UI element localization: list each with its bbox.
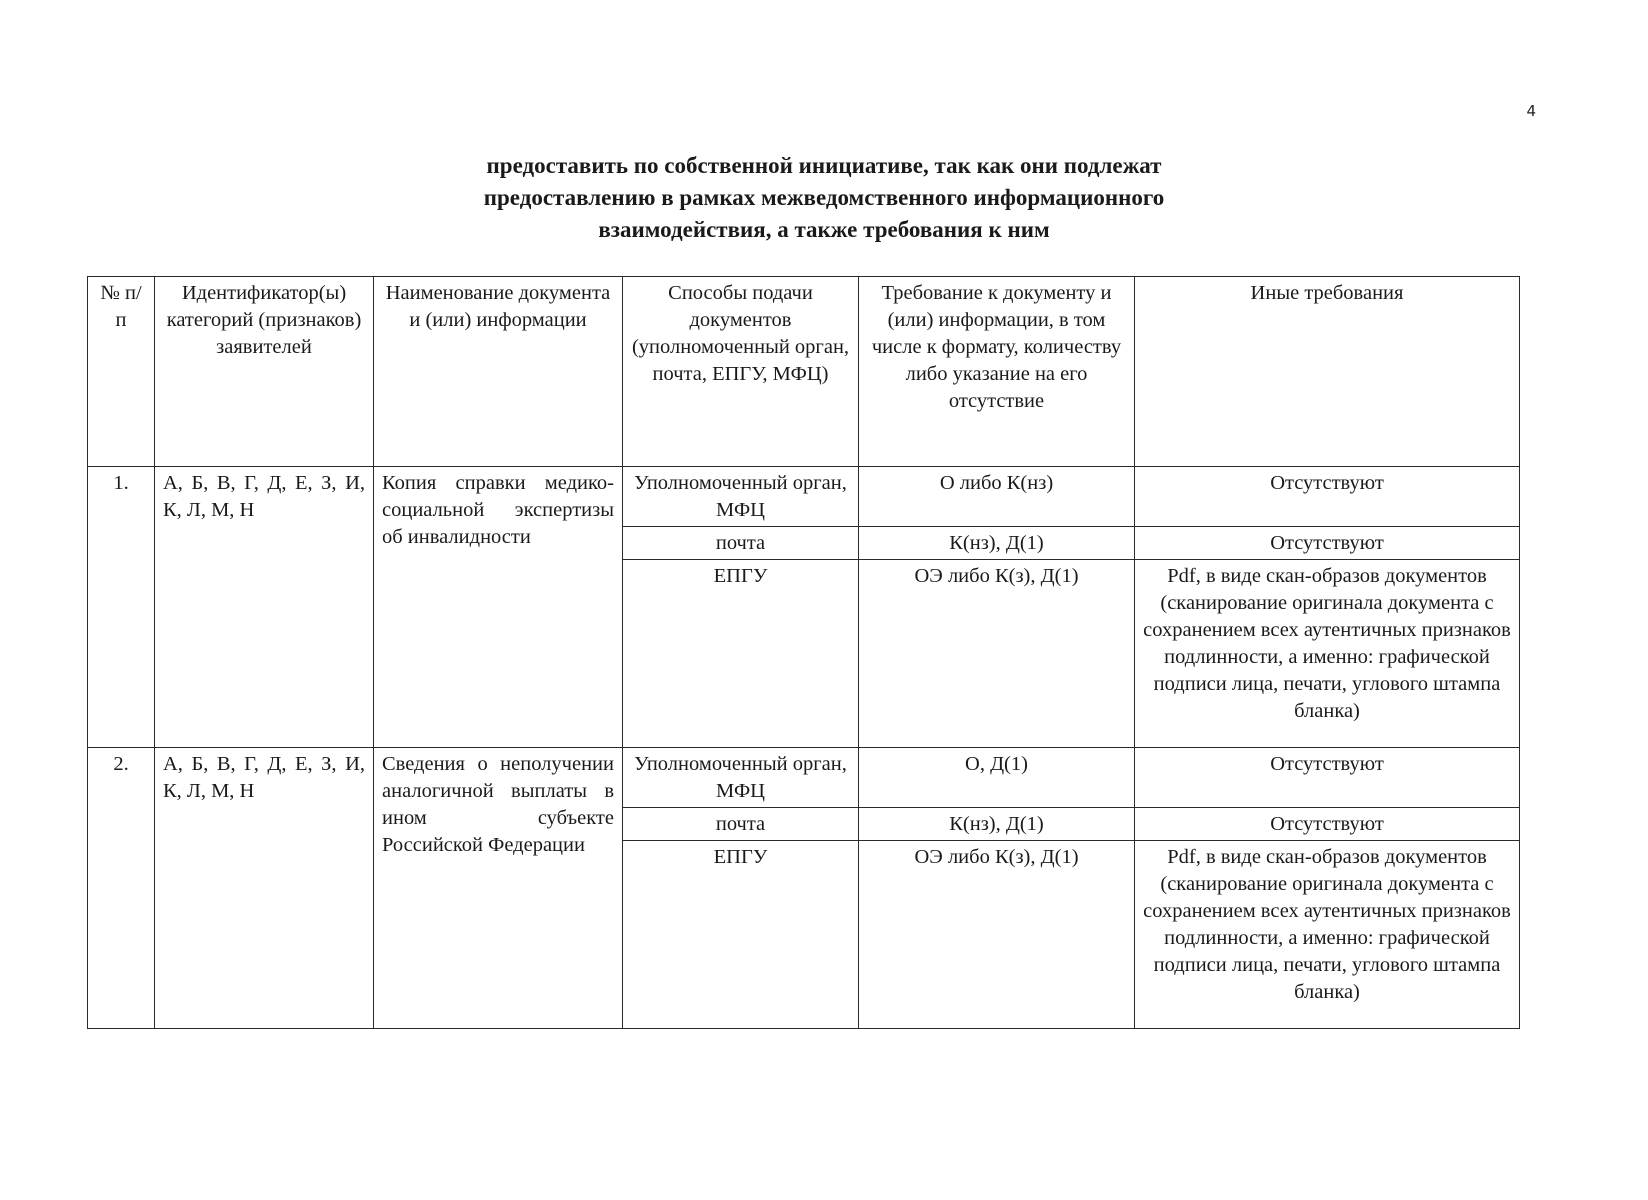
method-cell: почта (623, 527, 859, 560)
row-document: Копия справки медико-социальной экспертизы об инвалидности (374, 467, 623, 748)
row-number: 1. (88, 467, 155, 748)
table-row (88, 467, 1520, 527)
method-cell: Уполномоченный орган, МФЦ (623, 467, 859, 527)
other-cell: Pdf, в виде скан-образов документов (сканирование оригинала документа с сохранением всех аутентичных признаков подлинности, а именно: графической подписи лица, печати, углового штампа бланка) (1135, 560, 1520, 748)
other-cell: Отсутствуют (1135, 748, 1520, 808)
page-number: 4 (1526, 102, 1536, 120)
row-document: Сведения о неполучении аналогичной выплаты в ином субъекте Российской Федерации (374, 748, 623, 1029)
header-methods: Способы подачи документов (уполномоченный орган, почта, ЕПГУ, МФЦ) (623, 277, 859, 467)
method-cell: Уполномоченный орган, МФЦ (623, 748, 859, 808)
row-number: 2. (88, 748, 155, 1029)
header-other: Иные требования (1135, 277, 1520, 467)
header-requirement: Требование к документу и (или) информации, в том числе к формату, количеству либо указание на его отсутствие (859, 277, 1135, 467)
row-categories: А, Б, В, Г, Д, Е, З, И, К, Л, М, Н (155, 467, 374, 748)
row-categories: А, Б, В, Г, Д, Е, З, И, К, Л, М, Н (155, 748, 374, 1029)
requirement-cell: О, Д(1) (859, 748, 1135, 808)
other-cell: Отсутствуют (1135, 527, 1520, 560)
other-cell: Отсутствуют (1135, 467, 1520, 527)
requirement-cell: К(нз), Д(1) (859, 808, 1135, 841)
heading-line: предоставить по собственной инициативе, так как они подлежат (486, 153, 1162, 178)
method-cell: ЕПГУ (623, 560, 859, 748)
method-cell: ЕПГУ (623, 841, 859, 1029)
method-cell: почта (623, 808, 859, 841)
other-cell: Отсутствуют (1135, 808, 1520, 841)
page-heading (0, 150, 1648, 246)
documents-table (87, 276, 1520, 1029)
header-categories: Идентификатор(ы) категорий (признаков) заявителей (155, 277, 374, 467)
requirement-cell: ОЭ либо К(з), Д(1) (859, 841, 1135, 1029)
requirement-cell: О либо К(нз) (859, 467, 1135, 527)
header-document: Наименование документа и (или) информации (374, 277, 623, 467)
header-number: № п/п (88, 277, 155, 467)
requirement-cell: ОЭ либо К(з), Д(1) (859, 560, 1135, 748)
other-cell: Pdf, в виде скан-образов документов (сканирование оригинала документа с сохранением всех аутентичных признаков подлинности, а именно: графической подписи лица, печати, углового штампа бланка) (1135, 841, 1520, 1029)
table-row (88, 748, 1520, 808)
requirement-cell: К(нз), Д(1) (859, 527, 1135, 560)
heading-line: взаимодействия, а также требования к ним (598, 217, 1050, 242)
heading-line: предоставлению в рамках межведомственного информационного (483, 185, 1165, 210)
table-header-row (88, 277, 1520, 467)
